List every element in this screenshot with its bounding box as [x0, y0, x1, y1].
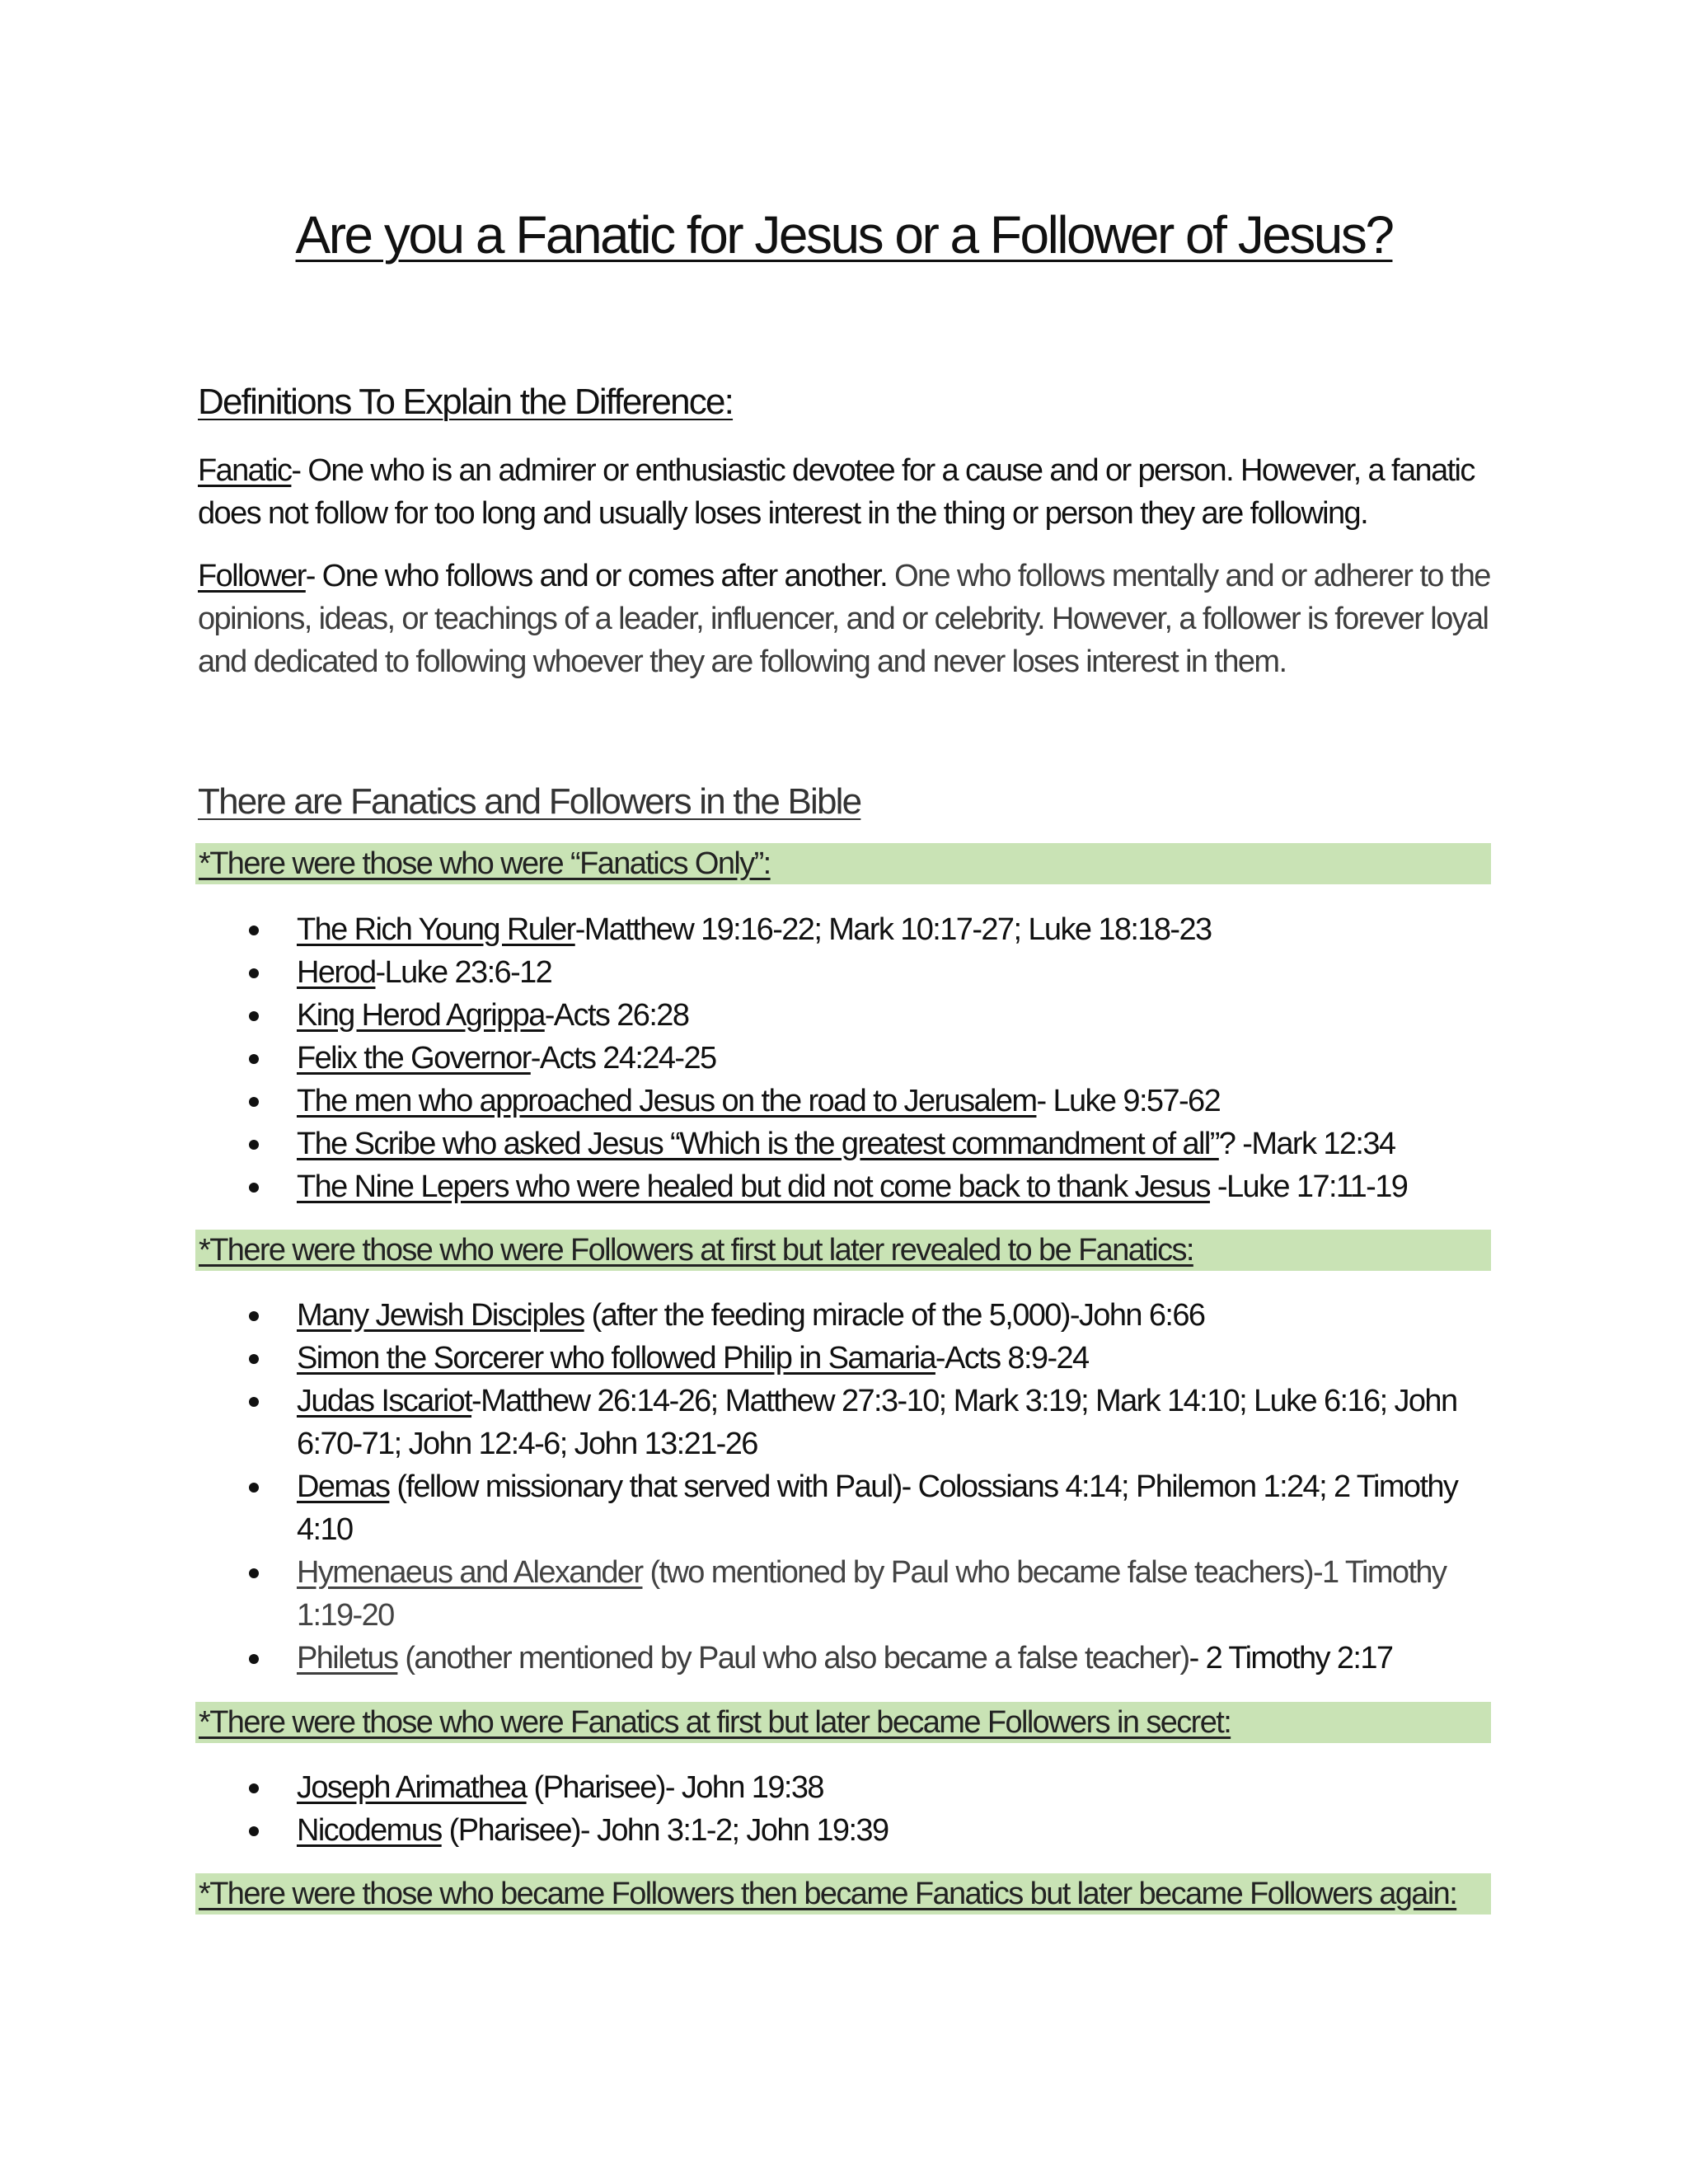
definition-follower: [198, 555, 1496, 683]
section-heading-followers-then-fanatics: *There were those who were Followers at first but later revealed to be Fanatics:: [195, 1230, 1491, 1271]
item-name: Hymenaeus and Alexander: [297, 1555, 643, 1590]
section-heading-fanatics-then-secret-followers: *There were those who were Fanatics at first but later became Followers in secret:: [195, 1702, 1491, 1743]
term-follower: Follower: [198, 559, 306, 593]
item-name: Demas: [297, 1469, 390, 1504]
item-name: The men who approached Jesus on the road to Jerusalem: [297, 1084, 1037, 1118]
page-title: Are you a Fanatic for Jesus or a Follower of Jesus?: [295, 205, 1393, 265]
definition-follower-text-a: - One who follows and or comes after another.: [305, 559, 895, 593]
list-item: Felix the Governor-Acts 24:24-25: [198, 1037, 1496, 1080]
item-name: The Scribe who asked Jesus “Which is the greatest commandment of all”: [297, 1127, 1219, 1161]
list-item: Herod-Luke 23:6-12: [198, 951, 1496, 994]
bible-heading: There are Fanatics and Followers in the Bible: [198, 781, 861, 822]
list-item: Joseph Arimathea (Pharisee)- John 19:38: [198, 1766, 1496, 1809]
list-item: Demas (fellow missionary that served with Paul)- Colossians 4:14; Philemon 1:24; 2 Timothy 4:10: [198, 1465, 1496, 1551]
list-item: The Nine Lepers who were healed but did not come back to thank Jesus -Luke 17:11-19: [198, 1165, 1496, 1208]
list-item: Philetus (another mentioned by Paul who also became a false teacher)- 2 Timothy 2:17: [198, 1637, 1496, 1680]
list-item: The Scribe who asked Jesus “Which is the greatest commandment of all”? -Mark 12:34: [198, 1122, 1496, 1165]
item-name: Herod: [297, 955, 376, 990]
list-item: Hymenaeus and Alexander (two mentioned by Paul who became false teachers)-1 Timothy 1:19-20: [198, 1551, 1496, 1637]
definition-follower-text-b: One who follows mentally and or adherer to the opinions, ideas, or teachings of a leader, influencer, and or celebrity. However, a follower is forever loyal and dedicated to following whoever they are following and never loses interest in them.: [198, 559, 1490, 679]
list-item: Judas Iscariot-Matthew 26:14-26; Matthew 27:3-10; Mark 3:19; Mark 14:10; Luke 6:16; John 6:70-71; John 12:4-6; John 13:21-26: [198, 1380, 1496, 1465]
list-item: Many Jewish Disciples (after the feeding miracle of the 5,000)-John 6:66: [198, 1294, 1496, 1337]
section-heading-fanatics-only: *There were those who were “Fanatics Only”:: [195, 843, 1491, 884]
list-item: The men who approached Jesus on the road to Jerusalem- Luke 9:57-62: [198, 1080, 1496, 1122]
item-name: Philetus: [297, 1641, 398, 1675]
item-name: Nicodemus: [297, 1813, 442, 1848]
list-fanatics-then-secret-followers: [198, 1766, 1496, 1852]
item-name: Many Jewish Disciples: [297, 1298, 584, 1333]
list-item: The Rich Young Ruler-Matthew 19:16-22; Mark 10:17-27; Luke 18:18-23: [198, 908, 1496, 951]
item-name: King Herod Agrippa: [297, 998, 545, 1033]
section-heading-followers-fanatics-followers-again: *There were those who became Followers then became Fanatics but later became Followers again:: [195, 1873, 1491, 1915]
list-item: Nicodemus (Pharisee)- John 3:1-2; John 19:39: [198, 1809, 1496, 1852]
item-name: The Nine Lepers who were healed but did not come back to thank Jesus: [297, 1169, 1210, 1204]
item-name: Felix the Governor: [297, 1041, 531, 1076]
list-item: King Herod Agrippa-Acts 26:28: [198, 994, 1496, 1037]
item-name: Simon the Sorcerer who followed Philip in Samaria: [297, 1341, 935, 1376]
item-name: Joseph Arimathea: [297, 1770, 527, 1805]
list-item: Simon the Sorcerer who followed Philip in Samaria-Acts 8:9-24: [198, 1337, 1496, 1380]
item-name: Judas Iscariot: [297, 1384, 472, 1418]
term-fanatic: Fanatic: [198, 453, 292, 488]
definition-fanatic-text: - One who is an admirer or enthusiastic devotee for a cause and or person. However, a fanatic does not follow for too long and usually loses interest in the thing or person they are following.: [198, 453, 1475, 531]
item-name: The Rich Young Ruler: [297, 912, 575, 947]
list-followers-then-fanatics: [198, 1294, 1496, 1680]
definitions-heading: Definitions To Explain the Difference:: [198, 382, 734, 422]
list-fanatics-only: [198, 908, 1496, 1208]
definition-fanatic: [198, 449, 1496, 535]
